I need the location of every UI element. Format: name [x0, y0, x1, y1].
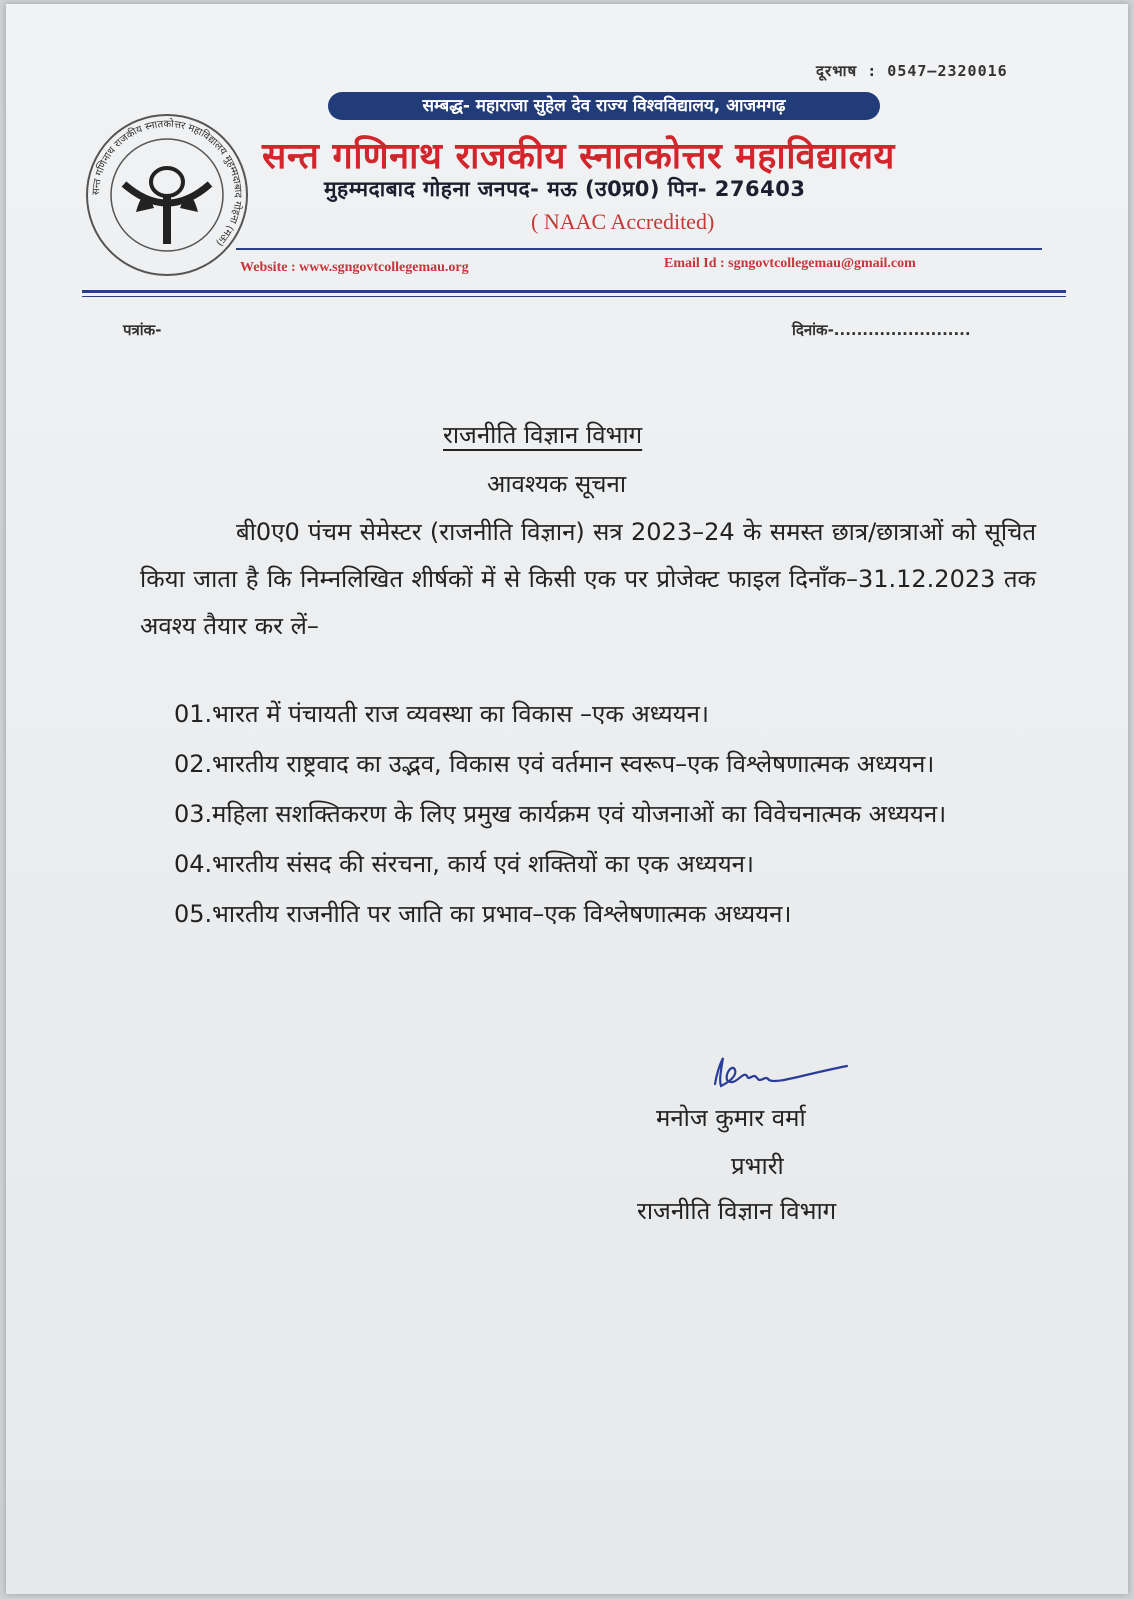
topic-list: [174, 692, 1036, 942]
topic-number: 02.: [174, 750, 213, 778]
topic-item: [174, 742, 1036, 786]
topic-text: भारत में पंचायती राज व्यवस्था का विकास –एक अध्ययन।: [212, 700, 709, 728]
signatory-department: राजनीति विज्ञान विभाग: [637, 1197, 837, 1225]
topic-number: 03.: [174, 800, 213, 828]
department-title: राजनीति विज्ञान विभाग: [443, 421, 643, 449]
notice-title: आवश्यक सूचना: [487, 470, 627, 498]
topic-number: 04.: [174, 850, 213, 878]
topic-number: 05.: [174, 900, 213, 928]
email-text: Email Id : sgngovtcollegemau@gmail.com: [664, 256, 916, 271]
reference-label: पत्रांक-: [123, 321, 162, 339]
college-name: सन्त गणिनाथ राजकीय स्नातकोत्तर महाविद्यालय: [262, 136, 895, 177]
college-address: मुहम्मदाबाद गोहना जनपद- मऊ (उ0प्र0) पिन- 276403: [324, 177, 806, 201]
naac-accreditation: ( NAAC Accredited): [531, 209, 715, 234]
topic-item: [174, 842, 1036, 886]
college-seal-logo: [84, 112, 250, 278]
svg-text:सन्त गणिनाथ राजकीय स्नातकोत्तर: सन्त गणिनाथ राजकीय स्नातकोत्तर महाविद्यालय मुहम्मदाबाद गोहना (मऊ): [90, 118, 244, 248]
handwritten-signature: [707, 1054, 867, 1094]
letterhead-rule-thick: [82, 290, 1066, 293]
affiliation-banner: सम्बद्ध- महाराजा सुहेल देव राज्य विश्वविद्यालय, आजमगढ़: [328, 92, 880, 120]
signatory-name: मनोज कुमार वर्मा: [656, 1104, 806, 1132]
topic-text: भारतीय राजनीति पर जाति का प्रभाव–एक विश्लेषणात्मक अध्ययन।: [212, 900, 792, 928]
header-divider: [236, 248, 1042, 250]
letterhead-rule-thin: [82, 296, 1066, 297]
notice-paragraph: बी0ए0 पंचम सेमेस्टर (राजनीति विज्ञान) सत्र 2023–24 के समस्त छात्र/छात्राओं को सूचित किया जाता है कि निम्नलिखित शीर्षकों में से किसी एक पर प्रोजेक्ट फाइल दिनाँक–31.12.2023 तक अवश्य तैयार कर लें–: [140, 518, 1036, 640]
letter-sheet: [6, 4, 1128, 1594]
topic-item: [174, 892, 1036, 936]
website-text: Website : www.sgngovtcollegemau.org: [240, 260, 469, 275]
topic-text: महिला सशक्तिकरण के लिए प्रमुख कार्यक्रम एवं योजनाओं का विवेचनात्मक अध्ययन।: [212, 800, 947, 828]
date-label: दिनांक-........................: [792, 321, 971, 339]
signatory-role: प्रभारी: [731, 1152, 784, 1180]
phone-number: दूरभाष : 0547–2320016: [816, 62, 1008, 80]
topic-text: भारतीय संसद की संरचना, कार्य एवं शक्तियों का एक अध्ययन।: [212, 850, 755, 878]
topic-item: [174, 692, 1036, 736]
topic-text: भारतीय राष्ट्रवाद का उद्भव, विकास एवं वर्तमान स्वरूप–एक विश्लेषणात्मक अध्ययन।: [212, 750, 935, 778]
topic-number: 01.: [174, 700, 213, 728]
topic-item: [174, 792, 1036, 836]
